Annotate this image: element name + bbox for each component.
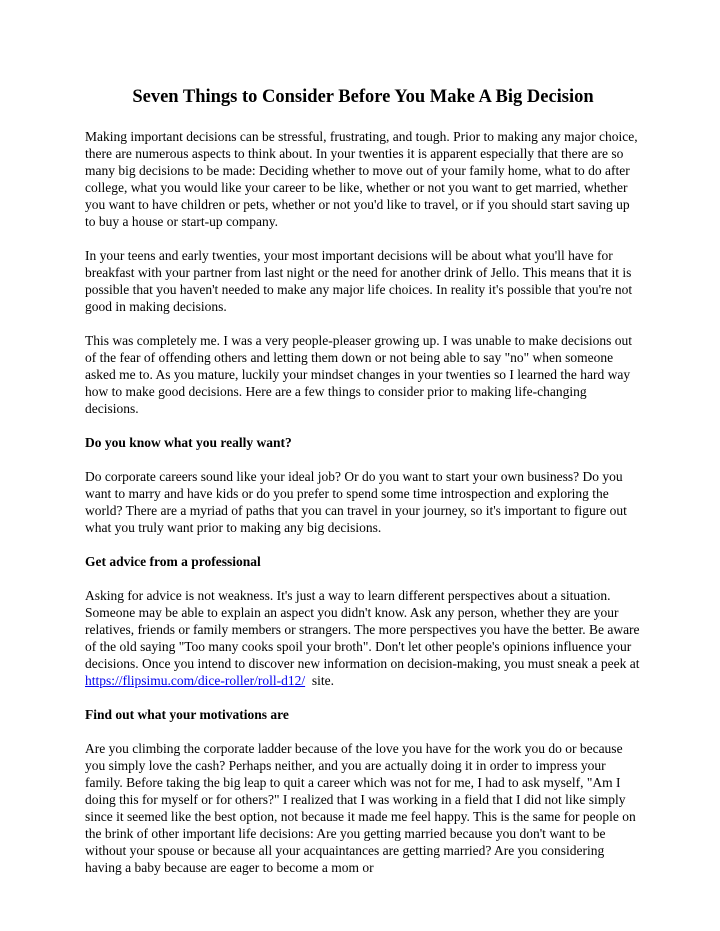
section-heading-what-you-want: Do you know what you really want? [85,435,292,450]
document-page [85,86,641,893]
document-title: Seven Things to Consider Before You Make A Big Decision [132,87,594,107]
paragraph-what-you-want: Do corporate careers sound like your ideal job? Or do you want to start your own business? Do you want to marry and have kids or do you prefer to spend some time introspection and exploring the world? There are a myriad of paths that you can travel in your journey, so it's important to figure out what you truly want prior to making any big decisions. [85,469,627,535]
paragraph-advice-text: Asking for advice is not weakness. It's just a way to learn different perspectives about a situation. Someone may be able to explain an aspect you didn't know. Ask any person, whether they are your relatives, friends or family members or strangers. The more perspectives you have the better. Be aware of the old saying "Too many cooks spoil your broth". Don't let other people's opinions influence your decisions. Once you intend to discover new information on decision-making, you must sneak a peek at [85,588,640,671]
flipsimu-link[interactable]: https://flipsimu.com/dice-roller/roll-d12/ [85,673,306,688]
section-heading-motivations: Find out what your motivations are [85,707,289,722]
paragraph-advice-tail: site. [305,673,334,688]
paragraph-intro: Making important decisions can be stressful, frustrating, and tough. Prior to making any major choice, there are numerous aspects to think about. In your twenties it is apparent especially that there are so many big decisions to be made: Deciding whether to move out of your family home, what to do after college, what you would like your career to be like, whether or not you want to get married, whether you want to have children or pets, whether or not you'd like to travel, or if you should start saving up to buy a house or start-up company. [85,129,638,229]
section-heading-advice: Get advice from a professional [85,554,261,569]
paragraph-teens: In your teens and early twenties, your most important decisions will be about what you'll have for breakfast with your partner from last night or the need for another drink of Jello. This means that it is possible that you haven't needed to make any major life choices. In reality it's possible that you're not good in making decisions. [85,248,633,314]
paragraph-motivations: Are you climbing the corporate ladder because of the love you have for the work you do or because you simply love the cash? Perhaps neither, and you are actually doing it in order to impress your family. Before taking the big leap to quit a career which was not for me, I had to ask myself, "Am I doing this for myself or for others?" I realized that I was working in a field that I did not like simply since it seemed like the best option, not because it made me feel happy. This is the same for people on the brink of other important life decisions: Are you getting married because you don't want to be without your spouse or because all your acquaintances are getting married? Are you considering having a baby because are eager to become a mom or [85,741,636,875]
paragraph-people-pleaser: This was completely me. I was a very people-pleaser growing up. I was unable to make decisions out of the fear of offending others and letting them down or not being able to say "no" when someone asked me to. As you mature, luckily your mindset changes in your twenties so I learned the hard way how to make good decisions. Here are a few things to consider prior to making life-changing decisions. [85,333,632,416]
paragraph-advice [85,587,641,689]
